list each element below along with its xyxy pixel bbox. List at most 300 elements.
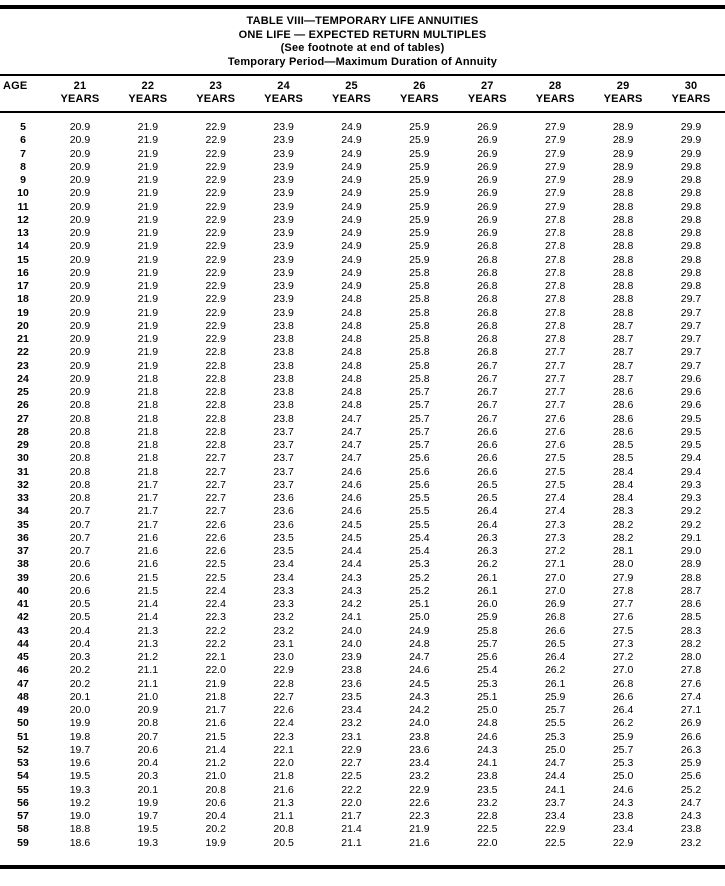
multiple-value-cell: 27.3 — [544, 518, 566, 531]
multiple-value-cell: 21.7 — [137, 492, 159, 504]
multiple-value-cell: 21.4 — [341, 823, 362, 836]
multiple-value-cell: 25.7 — [409, 425, 430, 438]
multiple-value-cell: 22.8 — [477, 810, 498, 822]
multiple-value-cell: 26.6 — [477, 465, 498, 478]
multiple-value-cell: 29.7 — [680, 346, 702, 359]
multiple-value-cell: 21.9 — [137, 121, 159, 133]
multiple-value-cell: 22.0 — [205, 664, 226, 677]
multiple-value-cell: 28.8 — [612, 253, 634, 266]
multiple-value-cell: 20.9 — [69, 386, 91, 398]
multiple-value-cell: 23.2 — [477, 796, 498, 809]
multiple-value-cell: 25.9 — [409, 200, 430, 213]
age-cell: 14 — [17, 240, 29, 253]
multiple-value-cell: 26.9 — [477, 147, 498, 160]
multiple-value-cell: 28.9 — [612, 174, 634, 186]
multiple-value-cell: 28.7 — [680, 584, 702, 597]
table-subtitle: ONE LIFE — EXPECTED RETURN MULTIPLES — [238, 28, 487, 41]
multiple-value-cell: 21.3 — [137, 624, 159, 637]
multiple-value-cell: 26.8 — [477, 280, 498, 292]
multiple-value-cell: 20.9 — [69, 359, 91, 372]
multiple-value-cell: 27.6 — [544, 425, 566, 438]
multiple-value-cell: 29.3 — [680, 492, 702, 504]
multiple-value-cell: 20.9 — [69, 266, 91, 279]
multiple-value-cell: 27.5 — [544, 478, 566, 491]
multiple-value-cell: 27.2 — [544, 545, 566, 557]
multiple-value-cell: 21.2 — [137, 651, 159, 663]
multiple-value-cell: 22.8 — [205, 439, 226, 451]
multiple-value-cell: 28.8 — [612, 200, 634, 213]
table-row — [0, 810, 725, 823]
multiple-value-cell: 27.8 — [544, 293, 566, 306]
multiple-value-cell: 21.9 — [137, 147, 159, 160]
multiple-value-cell: 25.5 — [409, 492, 430, 504]
multiple-value-cell: 27.7 — [612, 598, 634, 610]
multiple-value-cell: 21.9 — [137, 227, 159, 239]
multiple-value-cell: 18.8 — [69, 823, 91, 836]
multiple-value-cell: 26.9 — [477, 213, 498, 226]
multiple-value-cell: 27.5 — [544, 452, 566, 465]
age-cell: 34 — [17, 505, 29, 518]
multiple-value-cell: 26.1 — [544, 677, 566, 690]
col-header-number: 27 — [480, 80, 494, 92]
multiple-value-cell: 25.9 — [409, 253, 430, 266]
multiple-value-cell: 26.4 — [544, 651, 566, 663]
multiple-value-cell: 27.9 — [544, 134, 566, 147]
multiple-value-cell: 26.6 — [477, 425, 498, 438]
multiple-value-cell: 27.1 — [544, 558, 566, 571]
multiple-value-cell: 22.3 — [205, 611, 226, 624]
age-cell: 8 — [20, 160, 26, 173]
age-cell: 16 — [17, 266, 29, 279]
multiple-value-cell: 19.2 — [69, 796, 91, 809]
multiple-value-cell: 29.9 — [680, 147, 702, 160]
multiple-value-cell: 26.9 — [544, 598, 566, 610]
table-row — [0, 678, 725, 691]
col-header-age: AGE — [0, 75, 46, 112]
multiple-value-cell: 25.9 — [409, 240, 430, 253]
multiple-value-cell: 21.8 — [137, 412, 159, 425]
multiple-value-cell: 29.8 — [680, 187, 702, 200]
multiple-value-cell: 24.8 — [477, 717, 498, 730]
multiple-value-cell: 28.8 — [680, 571, 702, 584]
multiple-value-cell: 23.2 — [273, 624, 294, 637]
multiple-value-cell: 26.6 — [680, 730, 702, 743]
age-cell: 10 — [17, 187, 29, 200]
multiple-value-cell: 24.8 — [341, 359, 362, 372]
multiple-value-cell: 19.9 — [137, 796, 159, 809]
age-cell: 5 — [20, 121, 26, 133]
multiple-value-cell: 21.9 — [137, 213, 159, 226]
multiple-value-cell: 20.9 — [69, 319, 91, 332]
multiple-value-cell: 24.9 — [341, 240, 362, 253]
table-row — [0, 254, 725, 267]
table-row — [0, 293, 725, 306]
multiple-value-cell: 21.5 — [137, 571, 159, 584]
age-cell: 24 — [17, 372, 29, 385]
multiple-value-cell: 20.4 — [205, 810, 226, 822]
multiple-value-cell: 23.1 — [341, 730, 362, 743]
multiple-value-cell: 26.8 — [477, 293, 498, 306]
multiple-value-cell: 22.9 — [205, 240, 226, 253]
multiple-value-cell: 21.9 — [409, 823, 430, 836]
multiple-value-cell: 25.1 — [477, 690, 498, 703]
multiple-value-cell: 23.8 — [273, 346, 294, 359]
multiple-value-cell: 26.8 — [612, 677, 634, 690]
multiple-value-cell: 20.7 — [69, 545, 91, 557]
multiple-value-cell: 20.0 — [69, 704, 91, 716]
multiple-value-cell: 25.8 — [409, 333, 430, 345]
multiple-value-cell: 27.8 — [544, 240, 566, 253]
multiple-value-cell: 21.9 — [137, 200, 159, 213]
multiple-value-cell: 22.7 — [205, 452, 226, 465]
multiple-value-cell: 21.9 — [137, 253, 159, 266]
multiple-value-cell: 20.4 — [69, 624, 91, 637]
multiple-value-cell: 23.7 — [273, 465, 294, 478]
multiple-value-cell: 27.5 — [612, 624, 634, 637]
age-cell: 54 — [17, 770, 29, 783]
multiple-value-cell: 28.7 — [612, 319, 634, 332]
multiple-value-cell: 25.9 — [409, 174, 430, 186]
table-row — [0, 558, 725, 571]
multiple-value-cell: 21.5 — [205, 730, 226, 743]
multiple-value-cell: 22.8 — [205, 359, 226, 372]
multiple-value-cell: 26.7 — [477, 412, 498, 425]
multiple-value-cell: 25.2 — [680, 783, 702, 796]
multiple-value-cell: 25.8 — [409, 319, 430, 332]
multiple-value-cell: 21.7 — [137, 478, 159, 491]
multiple-value-cell: 24.6 — [341, 492, 362, 504]
multiple-value-cell: 23.3 — [273, 584, 294, 597]
bottom-rule — [0, 865, 725, 869]
multiple-value-cell: 25.7 — [409, 399, 430, 412]
multiple-value-cell: 29.8 — [680, 253, 702, 266]
table-row — [0, 784, 725, 797]
multiple-value-cell: 28.6 — [612, 425, 634, 438]
multiple-value-cell: 20.7 — [69, 518, 91, 531]
multiple-value-cell: 27.4 — [680, 690, 702, 703]
multiple-value-cell: 23.5 — [341, 690, 362, 703]
multiple-value-cell: 20.9 — [69, 346, 91, 359]
col-header-years-label: YEARS — [264, 93, 304, 105]
multiple-value-cell: 27.8 — [612, 584, 634, 597]
multiple-value-cell: 27.8 — [544, 333, 566, 345]
table-row — [0, 545, 725, 558]
multiple-value-cell: 29.8 — [680, 280, 702, 292]
multiple-value-cell: 22.9 — [205, 187, 226, 200]
multiple-value-cell: 21.8 — [137, 452, 159, 465]
multiple-value-cell: 18.6 — [69, 836, 91, 849]
multiple-value-cell: 25.8 — [409, 266, 430, 279]
multiple-value-cell: 25.9 — [612, 730, 634, 743]
multiple-value-cell: 20.1 — [69, 690, 91, 703]
multiple-value-cell: 21.9 — [137, 266, 159, 279]
multiple-value-cell: 20.9 — [69, 293, 91, 306]
multiple-value-cell: 20.8 — [69, 465, 91, 478]
multiple-value-cell: 20.9 — [69, 280, 91, 292]
multiple-value-cell: 20.8 — [69, 478, 91, 491]
multiple-value-cell: 22.9 — [205, 266, 226, 279]
multiple-value-cell: 25.8 — [409, 372, 430, 385]
multiple-value-cell: 20.1 — [137, 783, 159, 796]
multiple-value-cell: 22.7 — [205, 492, 226, 504]
table-title-block — [0, 9, 725, 74]
multiple-value-cell: 25.6 — [680, 770, 702, 783]
multiple-value-cell: 22.6 — [205, 545, 226, 557]
multiple-value-cell: 25.3 — [612, 757, 634, 769]
multiple-value-cell: 23.9 — [273, 266, 294, 279]
multiple-value-cell: 28.4 — [612, 492, 634, 504]
table-row — [0, 227, 725, 240]
age-cell: 59 — [17, 836, 29, 849]
multiple-value-cell: 22.9 — [205, 134, 226, 147]
multiple-value-cell: 26.2 — [544, 664, 566, 677]
multiple-value-cell: 21.7 — [137, 518, 159, 531]
age-cell: 26 — [17, 399, 29, 412]
multiple-value-cell: 28.4 — [612, 478, 634, 491]
multiple-value-cell: 28.0 — [612, 558, 634, 571]
multiple-value-cell: 25.7 — [409, 439, 430, 451]
multiple-value-cell: 29.5 — [680, 439, 702, 451]
age-cell: 45 — [17, 651, 29, 663]
multiple-value-cell: 26.4 — [477, 505, 498, 518]
multiple-value-cell: 24.8 — [409, 637, 430, 650]
multiple-value-cell: 26.8 — [544, 611, 566, 624]
multiple-value-cell: 28.9 — [612, 134, 634, 147]
multiple-value-cell: 21.9 — [137, 187, 159, 200]
multiple-value-cell: 21.8 — [137, 399, 159, 412]
multiple-value-cell: 24.8 — [341, 333, 362, 345]
col-header-24-years — [250, 75, 318, 112]
multiple-value-cell: 19.5 — [69, 770, 91, 783]
multiple-value-cell: 29.3 — [680, 478, 702, 491]
table-row — [0, 360, 725, 373]
multiple-value-cell: 24.9 — [341, 253, 362, 266]
multiple-value-cell: 24.4 — [544, 770, 566, 783]
multiple-value-cell: 25.5 — [409, 505, 430, 518]
multiple-value-cell: 24.8 — [341, 346, 362, 359]
multiple-value-cell: 28.8 — [612, 266, 634, 279]
table-row — [0, 704, 725, 717]
multiple-value-cell: 20.7 — [137, 730, 159, 743]
multiple-value-cell: 19.8 — [69, 730, 91, 743]
multiple-value-cell: 22.7 — [205, 505, 226, 518]
multiple-value-cell: 22.2 — [341, 783, 362, 796]
multiple-value-cell: 27.0 — [544, 584, 566, 597]
table-row — [0, 532, 725, 545]
multiple-value-cell: 23.4 — [341, 704, 362, 716]
multiple-value-cell: 27.8 — [544, 227, 566, 239]
annuity-table — [0, 74, 725, 850]
col-header-number: 21 — [73, 80, 87, 92]
multiple-value-cell: 24.9 — [341, 174, 362, 186]
multiple-value-cell: 25.9 — [409, 213, 430, 226]
table-row — [0, 161, 725, 174]
multiple-value-cell: 22.9 — [205, 213, 226, 226]
multiple-value-cell: 29.8 — [680, 266, 702, 279]
multiple-value-cell: 20.7 — [69, 505, 91, 518]
multiple-value-cell: 25.4 — [409, 545, 430, 557]
multiple-value-cell: 25.4 — [409, 531, 430, 544]
multiple-value-cell: 26.1 — [477, 584, 498, 597]
multiple-value-cell: 21.9 — [137, 359, 159, 372]
multiple-value-cell: 25.7 — [477, 637, 498, 650]
multiple-value-cell: 20.9 — [69, 147, 91, 160]
multiple-value-cell: 23.9 — [273, 121, 294, 133]
multiple-value-cell: 20.6 — [69, 584, 91, 597]
multiple-value-cell: 21.6 — [205, 717, 226, 730]
multiple-value-cell: 29.6 — [680, 399, 702, 412]
multiple-value-cell: 20.4 — [69, 637, 91, 650]
col-header-years-label: YEARS — [467, 93, 507, 105]
multiple-value-cell: 20.6 — [69, 558, 91, 571]
multiple-value-cell: 24.9 — [341, 187, 362, 200]
multiple-value-cell: 28.5 — [612, 439, 634, 451]
age-cell: 46 — [17, 664, 29, 677]
multiple-value-cell: 26.5 — [477, 478, 498, 491]
table-row — [0, 823, 725, 836]
multiple-value-cell: 23.9 — [273, 187, 294, 200]
multiple-value-cell: 27.9 — [544, 121, 566, 133]
multiple-value-cell: 22.7 — [273, 690, 294, 703]
multiple-value-cell: 22.8 — [205, 386, 226, 398]
multiple-value-cell: 26.8 — [477, 240, 498, 253]
multiple-value-cell: 28.7 — [612, 333, 634, 345]
multiple-value-cell: 27.5 — [544, 465, 566, 478]
multiple-value-cell: 21.9 — [137, 174, 159, 186]
multiple-value-cell: 21.8 — [137, 425, 159, 438]
multiple-value-cell: 25.7 — [409, 412, 430, 425]
multiple-value-cell: 22.8 — [205, 425, 226, 438]
multiple-value-cell: 20.9 — [69, 333, 91, 345]
multiple-value-cell: 20.4 — [137, 757, 159, 769]
multiple-value-cell: 21.7 — [205, 704, 226, 716]
multiple-value-cell: 29.6 — [680, 386, 702, 398]
multiple-value-cell: 23.6 — [273, 505, 294, 518]
multiple-value-cell: 29.5 — [680, 412, 702, 425]
age-cell: 21 — [17, 333, 29, 345]
age-cell: 31 — [17, 465, 29, 478]
age-cell: 11 — [17, 200, 29, 213]
multiple-value-cell: 20.9 — [69, 121, 91, 133]
multiple-value-cell: 26.5 — [544, 637, 566, 650]
multiple-value-cell: 28.9 — [612, 147, 634, 160]
multiple-value-cell: 27.0 — [544, 571, 566, 584]
multiple-value-cell: 24.9 — [341, 213, 362, 226]
multiple-value-cell: 23.9 — [273, 174, 294, 186]
multiple-value-cell: 25.9 — [409, 134, 430, 147]
multiple-value-cell: 25.8 — [409, 346, 430, 359]
multiple-value-cell: 29.7 — [680, 306, 702, 319]
multiple-value-cell: 23.6 — [341, 677, 362, 690]
multiple-value-cell: 24.9 — [409, 624, 430, 637]
age-cell: 6 — [20, 134, 26, 147]
multiple-value-cell: 28.7 — [612, 346, 634, 359]
multiple-value-cell: 24.7 — [680, 796, 702, 809]
multiple-value-cell: 22.9 — [205, 306, 226, 319]
multiple-value-cell: 20.9 — [69, 213, 91, 226]
multiple-value-cell: 22.2 — [205, 637, 226, 650]
multiple-value-cell: 26.8 — [477, 346, 498, 359]
table-row — [0, 112, 725, 134]
multiple-value-cell: 25.9 — [680, 757, 702, 769]
multiple-value-cell: 22.8 — [205, 399, 226, 412]
multiple-value-cell: 24.5 — [341, 518, 362, 531]
multiple-value-cell: 21.7 — [137, 505, 159, 518]
multiple-value-cell: 27.4 — [544, 505, 566, 518]
age-cell: 38 — [17, 558, 29, 571]
multiple-value-cell: 21.1 — [137, 677, 159, 690]
multiple-value-cell: 20.8 — [69, 399, 91, 412]
multiple-value-cell: 24.9 — [341, 160, 362, 173]
multiple-value-cell: 23.8 — [341, 664, 362, 677]
multiple-value-cell: 27.7 — [544, 399, 566, 412]
multiple-value-cell: 24.5 — [409, 677, 430, 690]
multiple-value-cell: 23.7 — [273, 425, 294, 438]
table-body — [0, 112, 725, 850]
col-header-number: 23 — [209, 80, 223, 92]
multiple-value-cell: 25.6 — [477, 651, 498, 663]
multiple-value-cell: 19.6 — [69, 757, 91, 769]
multiple-value-cell: 28.2 — [680, 637, 702, 650]
multiple-value-cell: 23.5 — [273, 545, 294, 557]
multiple-value-cell: 21.6 — [409, 836, 430, 849]
col-header-21-years — [46, 75, 114, 112]
multiple-value-cell: 28.7 — [612, 372, 634, 385]
multiple-value-cell: 21.9 — [137, 160, 159, 173]
multiple-value-cell: 22.6 — [205, 518, 226, 531]
multiple-value-cell: 26.8 — [477, 319, 498, 332]
multiple-value-cell: 28.3 — [680, 624, 702, 637]
multiple-value-cell: 22.9 — [205, 160, 226, 173]
multiple-value-cell: 21.2 — [205, 757, 226, 769]
multiple-value-cell: 29.8 — [680, 240, 702, 253]
multiple-value-cell: 24.8 — [341, 386, 362, 398]
multiple-value-cell: 22.6 — [409, 796, 430, 809]
col-header-number: 28 — [548, 80, 562, 92]
multiple-value-cell: 25.8 — [409, 359, 430, 372]
multiple-value-cell: 29.7 — [680, 333, 702, 345]
multiple-value-cell: 24.9 — [341, 227, 362, 239]
multiple-value-cell: 21.3 — [273, 796, 294, 809]
multiple-value-cell: 24.9 — [341, 266, 362, 279]
multiple-value-cell: 24.1 — [544, 783, 566, 796]
col-header-22-years — [114, 75, 182, 112]
multiple-value-cell: 26.6 — [612, 690, 634, 703]
age-cell: 27 — [17, 412, 29, 425]
multiple-value-cell: 24.3 — [341, 584, 362, 597]
multiple-value-cell: 21.9 — [137, 280, 159, 292]
multiple-value-cell: 29.1 — [680, 531, 702, 544]
multiple-value-cell: 26.6 — [477, 439, 498, 451]
multiple-value-cell: 24.8 — [341, 372, 362, 385]
multiple-value-cell: 21.8 — [137, 465, 159, 478]
multiple-value-cell: 21.9 — [205, 677, 226, 690]
multiple-value-cell: 26.4 — [477, 518, 498, 531]
age-cell: 42 — [17, 611, 29, 624]
multiple-value-cell: 23.2 — [341, 717, 362, 730]
multiple-value-cell: 24.6 — [341, 465, 362, 478]
multiple-value-cell: 28.5 — [680, 611, 702, 624]
multiple-value-cell: 29.2 — [680, 518, 702, 531]
multiple-value-cell: 29.8 — [680, 227, 702, 239]
multiple-value-cell: 22.2 — [205, 624, 226, 637]
multiple-value-cell: 20.6 — [137, 743, 159, 756]
multiple-value-cell: 21.7 — [341, 810, 362, 822]
multiple-value-cell: 21.5 — [137, 584, 159, 597]
multiple-value-cell: 26.3 — [477, 545, 498, 557]
multiple-value-cell: 19.0 — [69, 810, 91, 822]
multiple-value-cell: 19.5 — [137, 823, 159, 836]
